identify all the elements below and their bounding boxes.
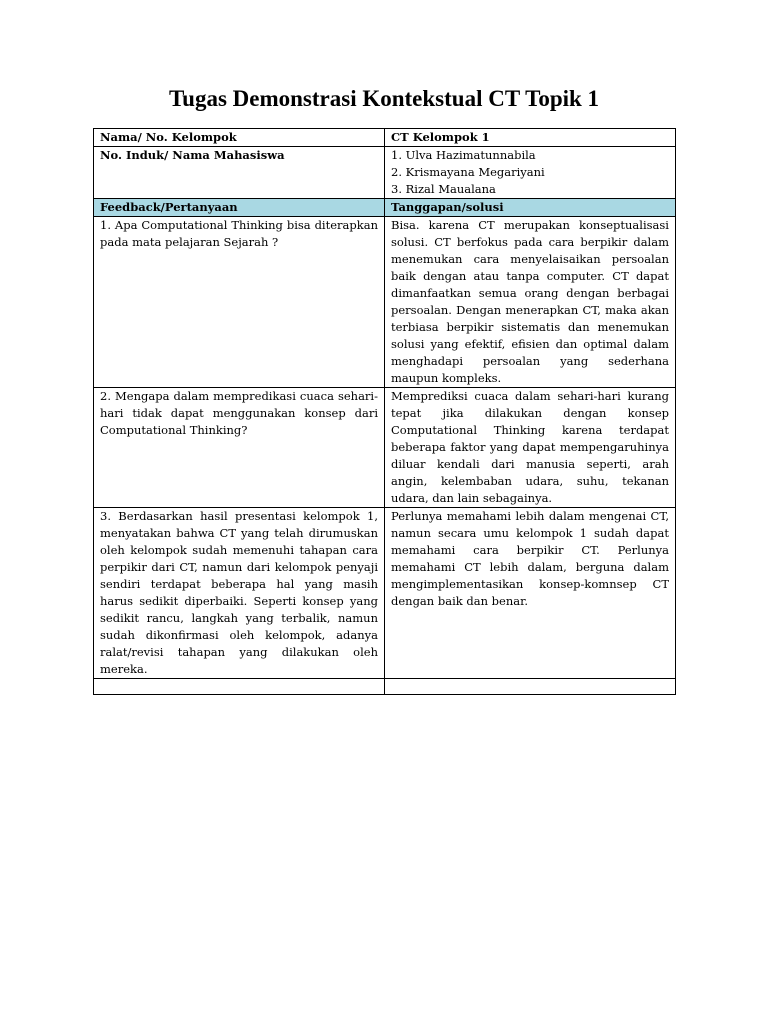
answer-2: Memprediksi cuaca dalam sehari-hari kurang tepat jika dilakukan dengan konsep Computational Thinking karena terdapat beberapa faktor yang dapat mempengaruhinya diluar kendali dari manusia seperti, arah angin, kelembaban udara, suhu, tekanan udara, dan lain sebagainya.	[385, 388, 676, 508]
answer-1: Bisa. karena CT merupakan konseptualisasi solusi. CT berfokus pada cara berpikir dalam menemukan cara menyelaisaikan persoalan baik dengan atau tanpa computer. CT dapat dimanfaatkan semua orang dengan berbagai persoalan. Dengan menerapkan CT, maka akan terbiasa berpikir sistematis dan menemukan solusi yang efektif, efisien dan optimal dalam menghadapi persoalan yang sederhana maupun kompleks.	[385, 217, 676, 388]
demonstration-table	[93, 128, 676, 695]
column-header-row	[94, 199, 676, 217]
table-row	[94, 217, 676, 388]
answer-3: Perlunya memahami lebih dalam mengenai CT, namun secara umu kelompok 1 sudah dapat memahami cara berpikir CT. Perlunya memahami CT lebih dalam, berguna dalam mengimplementasikan konsep-komnsep CT dengan baik dan benar.	[385, 508, 676, 679]
member-list	[385, 147, 676, 199]
empty-row	[94, 679, 676, 695]
question-2: 2. Mengapa dalam mempredikasi cuaca sehari-hari tidak dapat menggunakan konsep dari Computational Thinking?	[94, 388, 385, 508]
member-1: 1. Ulva Hazimatunnabila	[391, 148, 536, 162]
group-label: Nama/ No. Kelompok	[94, 129, 385, 147]
member-3: 3. Rizal Maualana	[391, 182, 496, 196]
student-row	[94, 147, 676, 199]
response-header: Tanggapan/solusi	[385, 199, 676, 217]
table-row	[94, 388, 676, 508]
group-value: CT Kelompok 1	[385, 129, 676, 147]
feedback-header: Feedback/Pertanyaan	[94, 199, 385, 217]
table-row	[94, 508, 676, 679]
student-label: No. Induk/ Nama Mahasiswa	[94, 147, 385, 199]
document-title: Tugas Demonstrasi Kontekstual CT Topik 1	[168, 86, 600, 111]
member-2: 2. Krismayana Megariyani	[391, 165, 545, 179]
empty-cell	[94, 679, 385, 695]
group-row	[94, 129, 676, 147]
question-1: 1. Apa Computational Thinking bisa diterapkan pada mata pelajaran Sejarah ?	[94, 217, 385, 388]
empty-cell	[385, 679, 676, 695]
question-3: 3. Berdasarkan hasil presentasi kelompok 1, menyatakan bahwa CT yang telah dirumuskan oleh kelompok sudah memenuhi tahapan cara perpikir dari CT, namun dari kelompok penyaji sendiri terdapat beberapa hal yang masih harus sedikit diperbaiki. Seperti konsep yang sedikit rancu, langkah yang terbalik, namun sudah dikonfirmasi oleh kelompok, adanya ralat/revisi tahapan yang dilakukan oleh mereka.	[94, 508, 385, 679]
